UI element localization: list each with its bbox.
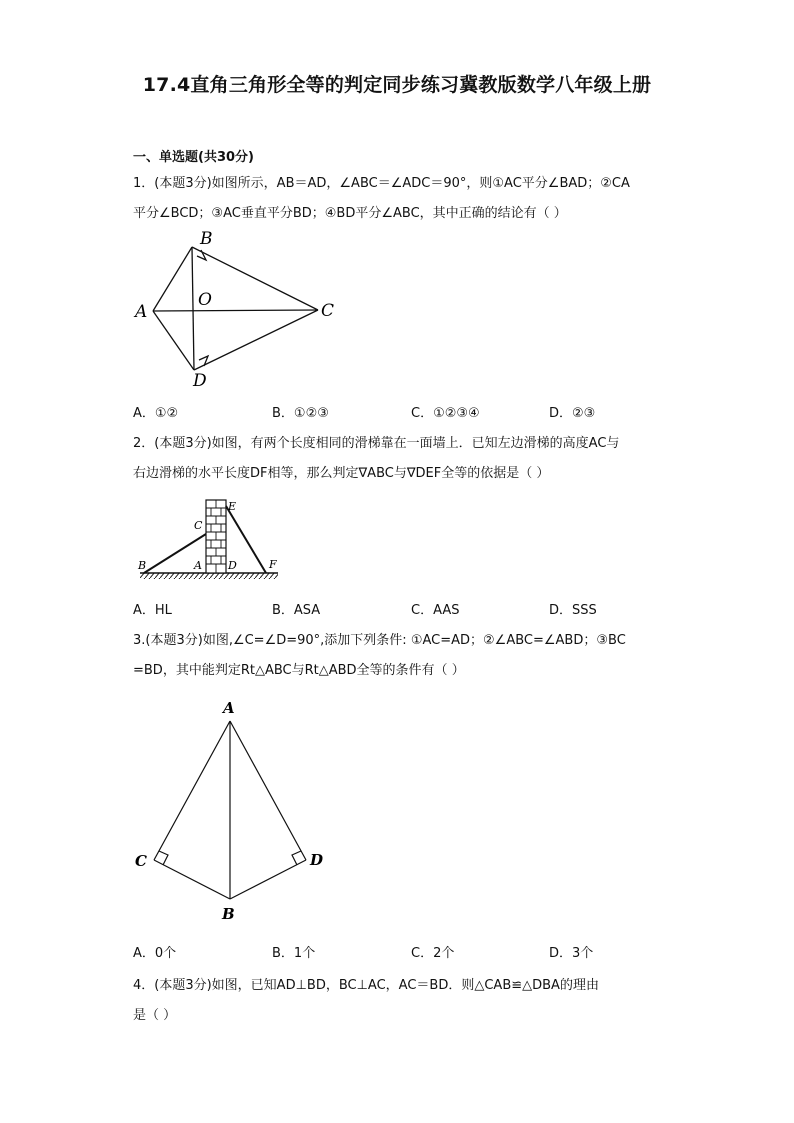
- q3-option-d[interactable]: D．3个: [549, 946, 594, 961]
- q2-label-e: E: [228, 500, 237, 513]
- q2-text-line2: 右边滑梯的水平长度DF相等，那么判定∇ABC与∇DEF全等的依据是（ ）: [133, 466, 550, 481]
- q3-label-a: A: [223, 699, 235, 717]
- q3-text-line2: =BD，其中能判定Rt△ABC与Rt△ABD全等的条件有（ ）: [133, 663, 465, 678]
- q4-text-line2: 是（ ）: [133, 1008, 177, 1023]
- q2-figure: [130, 494, 290, 584]
- q1-seg-bd: [192, 247, 194, 370]
- q2-option-a[interactable]: A．HL: [133, 603, 172, 618]
- q1-seg-cd: [194, 310, 318, 370]
- page-title: 17.4直角三角形全等的判定同步练习冀教版数学八年级上册: [142, 74, 652, 96]
- q1-seg-ac: [153, 310, 318, 311]
- section-heading: 一、单选题(共30分): [133, 150, 254, 165]
- q3-label-d: D: [310, 851, 324, 869]
- q3-option-a[interactable]: A．0个: [133, 946, 177, 961]
- q3-figure: [130, 695, 340, 925]
- q1-option-b[interactable]: B．①②③: [272, 406, 329, 421]
- q3-seg-ad: [230, 721, 306, 860]
- q1-label-a: A: [135, 302, 148, 322]
- q2-option-d[interactable]: D．SSS: [549, 603, 597, 618]
- q3-seg-db: [230, 860, 306, 899]
- q1-option-c[interactable]: C．①②③④: [411, 406, 480, 421]
- q1-right-angle-b: [197, 250, 206, 260]
- q2-ground-hatch: [140, 573, 278, 579]
- q3-label-c: C: [135, 852, 147, 870]
- q4-text-line1: 4．(本题3分)如图，已知AD⊥BD，BC⊥AC，AC＝BD．则△CAB≌△DBA的理由: [133, 978, 599, 993]
- q2-text-line1: 2．(本题3分)如图，有两个长度相同的滑梯靠在一面墙上．已知左边滑梯的高度AC与: [133, 436, 620, 451]
- q1-seg-da: [153, 311, 194, 370]
- q1-text-line1: 1．(本题3分)如图所示，AB＝AD，∠ABC＝∠ADC＝90°，则①AC平分∠BAD；②CA: [133, 176, 630, 191]
- q1-label-o: O: [198, 290, 212, 310]
- q1-text-line2: 平分∠BCD；③AC垂直平分BD；④BD平分∠ABC，其中正确的结论有（ ）: [133, 206, 567, 221]
- q1-option-a[interactable]: A．①②: [133, 406, 179, 421]
- q2-label-a: A: [194, 559, 202, 572]
- q2-option-b[interactable]: B．ASA: [272, 603, 321, 618]
- q3-label-b: B: [222, 905, 235, 923]
- q2-label-b: B: [138, 559, 147, 572]
- q1-label-c: C: [321, 301, 335, 321]
- q3-seg-cb: [154, 860, 230, 899]
- q3-option-b[interactable]: B．1个: [272, 946, 316, 961]
- q2-label-f: F: [269, 558, 277, 571]
- q2-option-c[interactable]: C．AAS: [411, 603, 460, 618]
- q2-brick-wall: [206, 500, 226, 573]
- q1-label-d: D: [193, 371, 207, 391]
- q3-text-line1: 3.(本题3分)如图,∠C=∠D=90°,添加下列条件: ①AC=AD；②∠ABC=∠ABD；③BC: [133, 633, 626, 648]
- q2-label-d: D: [228, 559, 237, 572]
- q3-seg-ac: [154, 721, 230, 860]
- q1-figure: [130, 225, 350, 395]
- q2-label-c: C: [194, 519, 203, 532]
- q3-option-c[interactable]: C．2个: [411, 946, 455, 961]
- q1-label-b: B: [200, 229, 213, 249]
- q1-seg-ab: [153, 247, 192, 311]
- q1-option-d[interactable]: D．②③: [549, 406, 596, 421]
